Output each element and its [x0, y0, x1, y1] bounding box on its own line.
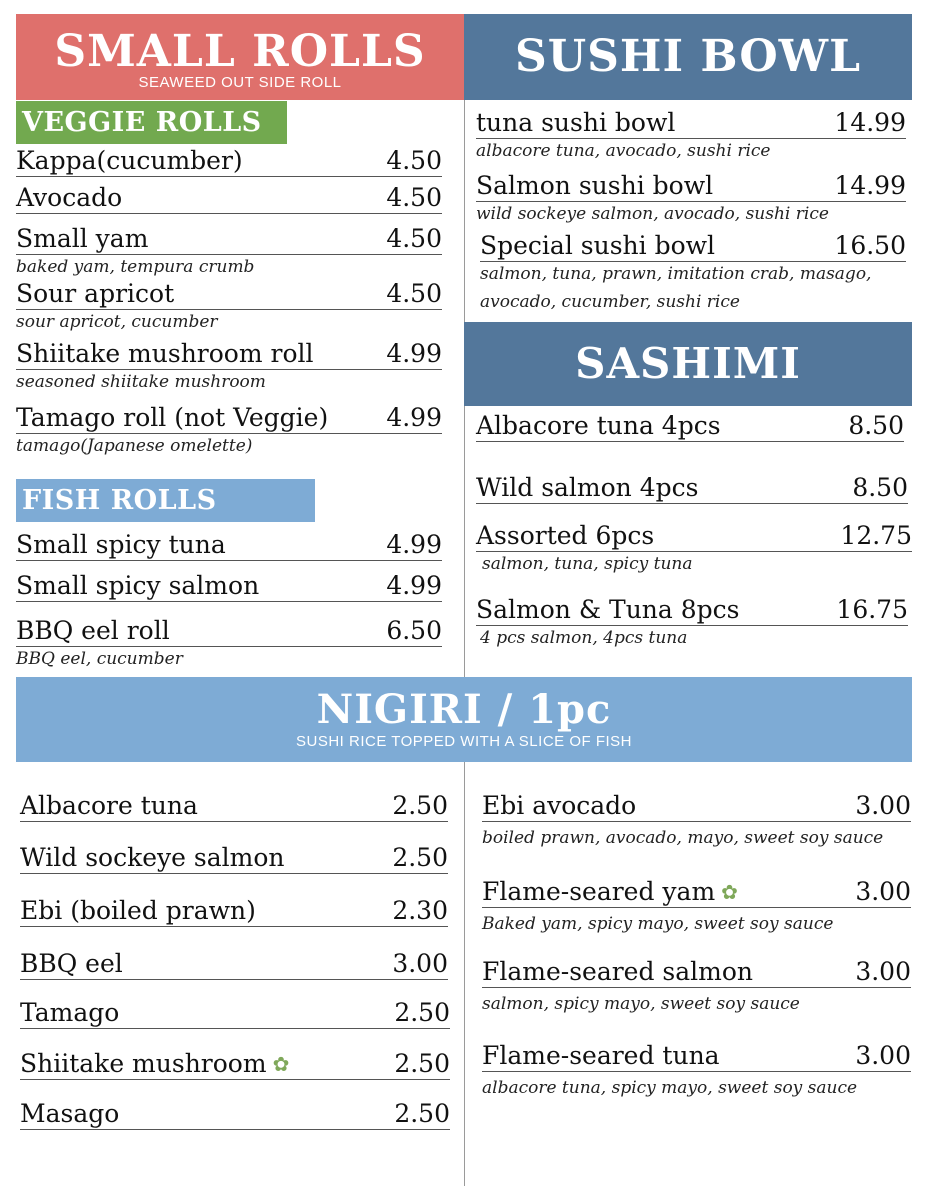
menu-item: [482, 791, 911, 850]
item-name: Small spicy salmon: [16, 571, 260, 600]
item-price: 2.50: [392, 843, 448, 872]
menu-item: [20, 1049, 450, 1080]
item-price: 3.00: [855, 791, 911, 820]
item-price: 8.50: [848, 411, 904, 440]
sushi-bowl-banner: [464, 14, 912, 100]
menu-item: [16, 224, 442, 279]
menu-item: [16, 146, 442, 177]
item-row: [476, 595, 908, 626]
item-price: 4.99: [386, 403, 442, 432]
item-name: Kappa(cucumber): [16, 146, 243, 175]
item-row: [482, 877, 911, 908]
menu-item: [476, 171, 906, 226]
item-name: Shiitake mushroom: [20, 1049, 267, 1078]
item-name: Wild salmon 4pcs: [476, 473, 699, 502]
menu-item: [16, 339, 442, 394]
small-rolls-banner: [16, 14, 464, 100]
menu-item: [476, 595, 908, 650]
item-description: tamago(Japanese omelette): [16, 436, 253, 456]
item-price: 4.50: [386, 183, 442, 212]
item-description: salmon, tuna, spicy tuna: [482, 554, 693, 574]
item-description: salmon, tuna, prawn, imitation crab, masago,: [480, 264, 872, 284]
item-name: Sour apricot: [16, 279, 175, 308]
menu-item: [20, 1099, 450, 1130]
item-name: Masago: [20, 1099, 120, 1128]
nigiri-banner: [16, 677, 912, 762]
item-price: 3.00: [392, 949, 448, 978]
item-row: [16, 571, 442, 602]
item-description-continued: avocado, cucumber, sushi rice: [480, 292, 740, 312]
item-row: [20, 843, 448, 874]
item-row: [480, 231, 906, 262]
nigiri-subtitle: SUSHI RICE TOPPED WITH A SLICE OF FISH: [295, 733, 632, 750]
item-name: Flame-seared salmon: [482, 957, 754, 986]
item-row: [20, 791, 448, 822]
leaf-icon: ✿: [272, 1052, 290, 1076]
item-row: [20, 1099, 450, 1130]
item-name: Flame-seared yam: [482, 877, 716, 906]
item-description: albacore tuna, avocado, sushi rice: [476, 141, 771, 161]
fish-rolls-heading: FISH ROLLS: [16, 479, 315, 522]
item-price: 8.50: [852, 473, 908, 502]
item-price: 16.50: [834, 231, 906, 260]
item-row: [20, 1049, 450, 1080]
item-price: 4.99: [386, 530, 442, 559]
item-row: [16, 616, 442, 647]
sashimi-title: SASHIMI: [575, 339, 801, 388]
item-name: Shiitake mushroom roll: [16, 339, 314, 368]
small-rolls-title: SMALL ROLLS: [54, 26, 426, 77]
item-name: Tamago: [20, 998, 120, 1027]
item-name: Special sushi bowl: [480, 231, 716, 260]
item-description: Baked yam, spicy mayo, sweet soy sauce: [482, 914, 834, 934]
item-row: [16, 279, 442, 310]
menu-item: [476, 473, 908, 504]
item-name: Flame-seared tuna: [482, 1041, 720, 1070]
item-row: [482, 1041, 911, 1072]
item-price: 3.00: [855, 1041, 911, 1070]
menu-item: [482, 1041, 911, 1100]
leaf-icon: ✿: [721, 880, 738, 904]
item-description: baked yam, tempura crumb: [16, 257, 255, 277]
item-price: 14.99: [834, 108, 906, 137]
item-name: BBQ eel: [20, 949, 123, 978]
item-price: 2.50: [394, 998, 450, 1027]
item-price: 4.50: [386, 224, 442, 253]
item-row: [476, 521, 912, 552]
menu-item: [476, 108, 906, 163]
menu-item: [480, 231, 906, 314]
item-price: 12.75: [840, 521, 912, 550]
item-description: wild sockeye salmon, avocado, sushi rice: [476, 204, 829, 224]
item-name: Avocado: [16, 183, 123, 212]
item-price: 4.50: [386, 146, 442, 175]
item-description: salmon, spicy mayo, sweet soy sauce: [482, 994, 800, 1014]
item-name: Assorted 6pcs: [476, 521, 655, 550]
menu-item: [16, 183, 442, 214]
menu-item: [20, 949, 448, 980]
item-price: 4.99: [386, 339, 442, 368]
item-description: seasoned shiitake mushroom: [16, 372, 266, 392]
item-name: Albacore tuna: [20, 791, 198, 820]
item-description: BBQ eel, cucumber: [16, 649, 183, 669]
menu-item: [16, 616, 442, 671]
menu-item: [482, 957, 911, 1016]
menu-item: [16, 530, 442, 561]
item-row: [20, 896, 448, 927]
item-row: [476, 171, 906, 202]
item-name: Small spicy tuna: [16, 530, 226, 559]
column-divider: [464, 762, 465, 1186]
menu-item: [20, 998, 450, 1029]
item-description: sour apricot, cucumber: [16, 312, 218, 332]
small-rolls-subtitle: SEAWEED OUT SIDE ROLL: [138, 74, 342, 91]
item-name: Ebi (boiled prawn): [20, 896, 256, 925]
menu-item: [482, 877, 911, 936]
item-price: 2.50: [392, 791, 448, 820]
item-name: Salmon sushi bowl: [476, 171, 714, 200]
item-description: albacore tuna, spicy mayo, sweet soy sauce: [482, 1078, 858, 1098]
item-name: Small yam: [16, 224, 149, 253]
menu-item: [16, 279, 442, 334]
item-price: 3.00: [855, 877, 911, 906]
nigiri-title: NIGIRI / 1pc: [316, 686, 612, 733]
item-row: [476, 411, 904, 442]
item-price: 2.30: [392, 896, 448, 925]
item-row: [476, 108, 906, 139]
item-price: 2.50: [394, 1049, 450, 1078]
item-row: [16, 339, 442, 370]
item-row: [16, 183, 442, 214]
item-name: tuna sushi bowl: [476, 108, 676, 137]
item-name: Ebi avocado: [482, 791, 637, 820]
menu-item: [16, 403, 442, 458]
menu-item: [20, 791, 448, 822]
menu-item: [476, 411, 904, 442]
menu-item: [20, 843, 448, 874]
sushi-bowl-title: SUSHI BOWL: [514, 31, 862, 82]
item-price: 4.99: [386, 571, 442, 600]
item-price: 16.75: [836, 595, 908, 624]
item-name: Tamago roll (not Veggie): [16, 403, 329, 432]
item-row: [20, 949, 448, 980]
item-row: [16, 224, 442, 255]
item-price: 6.50: [386, 616, 442, 645]
item-row: [16, 403, 442, 434]
menu-item: [20, 896, 448, 927]
item-row: [16, 146, 442, 177]
item-name: BBQ eel roll: [16, 616, 170, 645]
item-name: Wild sockeye salmon: [20, 843, 285, 872]
item-row: [476, 473, 908, 504]
veggie-rolls-heading: VEGGIE ROLLS: [16, 101, 287, 144]
item-description: boiled prawn, avocado, mayo, sweet soy sauce: [482, 828, 884, 848]
item-name: Salmon & Tuna 8pcs: [476, 595, 740, 624]
item-name: Albacore tuna 4pcs: [476, 411, 721, 440]
menu-item: [476, 521, 912, 576]
menu-item: [16, 571, 442, 602]
sashimi-banner: [464, 322, 912, 406]
item-row: [20, 998, 450, 1029]
item-price: 14.99: [834, 171, 906, 200]
item-row: [16, 530, 442, 561]
item-row: [482, 791, 911, 822]
item-price: 3.00: [855, 957, 911, 986]
item-description: 4 pcs salmon, 4pcs tuna: [480, 628, 688, 648]
item-row: [482, 957, 911, 988]
item-price: 4.50: [386, 279, 442, 308]
item-price: 2.50: [394, 1099, 450, 1128]
